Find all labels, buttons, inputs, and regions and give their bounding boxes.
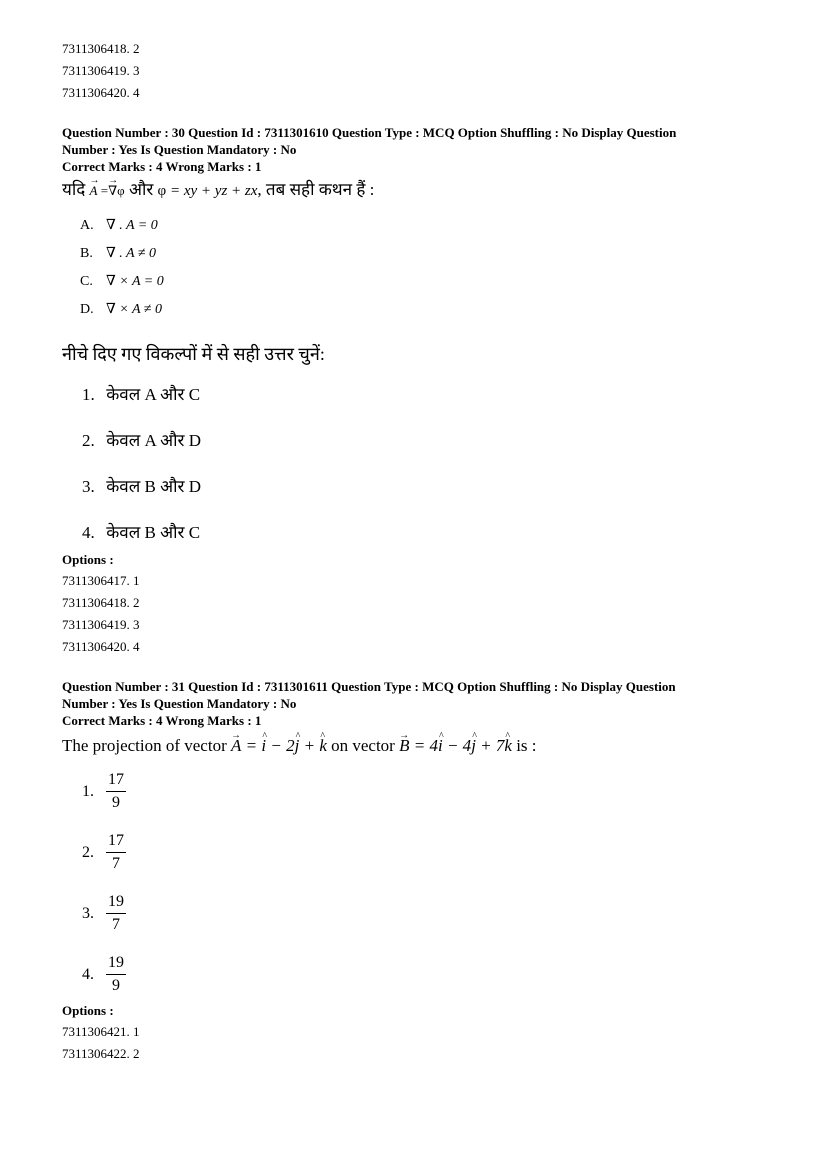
question-stem: The projection of vector → A = ^ i − 2^ j + ^ k on vector → B = 4^ i − 4^ j + 7^ k is : [62,733,782,759]
fraction: $\frac{19}{7}$ [108,893,124,933]
option-row: 7311306419. 3 [62,63,140,78]
answer-choice: 2. $\frac{17}{7}$ [82,830,782,875]
options-label: Options : [62,1003,114,1018]
statement-b: B. ∇ . A ≠ 0 [80,246,157,261]
question-30 [62,124,782,658]
document-page [62,38,782,1065]
answer-choice: 4. केवल B और C [82,523,201,542]
answer-choices [62,769,782,997]
answer-choice: 3. $\frac{19}{7}$ [82,891,782,936]
option-row: 7311306417. 1 [62,573,140,588]
option-row: 7311306421. 1 [62,1024,140,1039]
question-header: Question Number : 31 Question Id : 7311301611 Question Type : MCQ Option Shuffling : No Display Question [62,679,676,694]
options-list [62,1021,782,1065]
previous-options-list [62,38,782,104]
question-stem: यदि → A =→ ∇φ और φ = xy + yz + zx, तब सही कथन हैं : [62,177,782,204]
statement-c: C. ∇ × A = 0 [80,274,164,289]
question-marks: Correct Marks : 4 Wrong Marks : 1 [62,159,262,174]
answer-choice: 4. $\frac{19}{9}$ [82,952,782,997]
option-row: 7311306420. 4 [62,85,140,100]
question-instruction: नीचे दिए गए विकल्पों में से सही उत्तर चुनें: [62,344,325,364]
answer-choice: 1. केवल A और C [82,385,201,404]
option-row: 7311306418. 2 [62,595,140,610]
statement-d: D. ∇ × A ≠ 0 [80,302,162,317]
option-row: 7311306418. 2 [62,41,140,56]
fraction: $\frac{19}{9}$ [108,954,124,994]
option-row: 7311306419. 3 [62,617,140,632]
fraction: $\frac{17}{9}$ [108,771,124,811]
option-row: 7311306422. 2 [62,1046,140,1061]
fraction: $\frac{17}{7}$ [108,832,124,872]
question-header-cont: Number : Yes Is Question Mandatory : No [62,696,297,711]
answer-choice: 2. केवल A और D [82,431,201,450]
question-31 [62,678,782,1065]
option-row: 7311306420. 4 [62,639,140,654]
question-header-cont: Number : Yes Is Question Mandatory : No [62,142,297,157]
question-marks: Correct Marks : 4 Wrong Marks : 1 [62,713,262,728]
options-list [62,570,782,658]
options-label: Options : [62,552,114,567]
answer-choice: 1. $\frac{17}{9}$ [82,769,782,814]
question-header: Question Number : 30 Question Id : 7311301610 Question Type : MCQ Option Shuffling : No Display Question [62,125,677,140]
answer-choices [62,382,782,546]
statements-list [80,212,782,324]
statement-a: A. ∇ . A = 0 [80,218,158,233]
answer-choice: 3. केवल B और D [82,477,201,496]
